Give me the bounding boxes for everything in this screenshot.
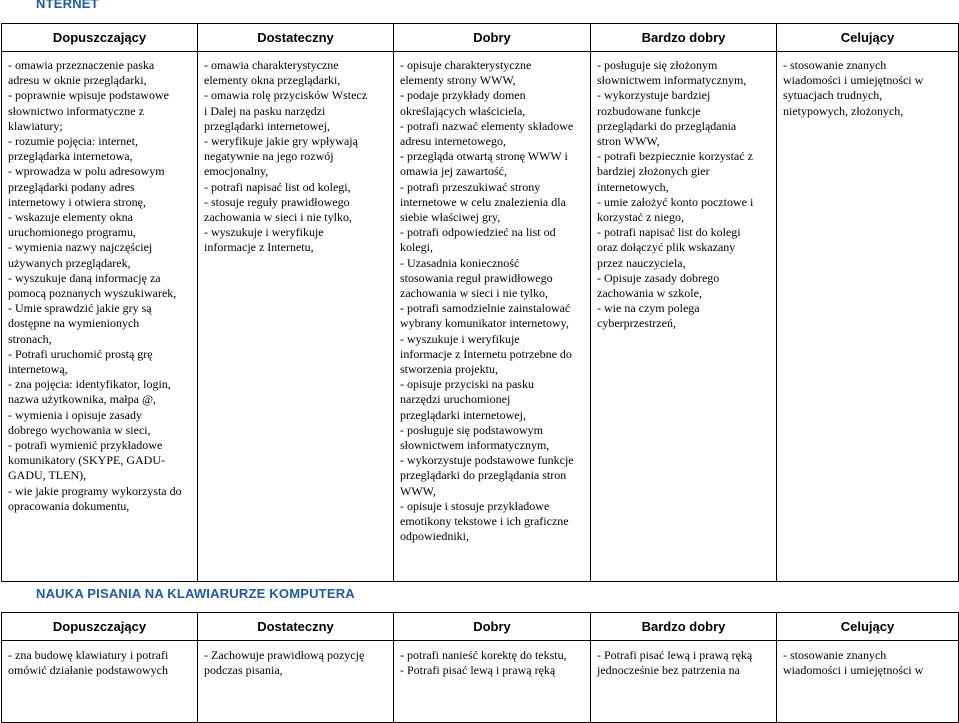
cell-line: stron WWW,	[597, 134, 660, 149]
cell-line: korzystać z niego,	[597, 210, 684, 225]
cell-line: - wykorzystuje podstawowe funkcje	[400, 453, 574, 468]
cell-bardzo-dobry	[591, 52, 777, 582]
header-dostateczny: Dostateczny	[198, 613, 394, 641]
cell-line: stosowania reguł prawidłowego	[400, 270, 553, 285]
header-dopuszczajacy: Dopuszczający	[2, 24, 198, 52]
cell-line: - potrafi przeszukiwać strony	[400, 179, 541, 194]
header-dopuszczajacy: Dopuszczający	[2, 613, 198, 641]
cell-line: - przegląda otwartą stronę WWW i	[400, 149, 568, 164]
cell-line: - wymienia i opisuje zasady	[8, 407, 142, 422]
header-celujacy: Celujący	[777, 613, 959, 641]
cell-line: - Uzasadnia konieczność	[400, 255, 520, 270]
cell-line: - wprowadza w polu adresowym	[8, 164, 165, 179]
cell-line: przeglądarki do przeglądania	[597, 118, 737, 133]
cell-line: - opisuje i stosuje przykładowe	[400, 498, 550, 513]
cell-line: - posługuje się podstawowym	[400, 422, 543, 437]
cell-line: przeglądarki internetowej,	[400, 407, 526, 422]
cell-line: - Zachowuje prawidłową pozycję	[204, 648, 365, 662]
cell-line: informacje z Internetu potrzebne do	[400, 346, 572, 361]
cell-line: cyberprzestrzeń,	[597, 316, 676, 331]
cell-line: - zna budowę klawiatury i potrafi	[8, 648, 169, 662]
cell-line: wybrany komunikator internetowy,	[400, 316, 569, 331]
cell-line: - rozumie pojęcia: internet,	[8, 134, 138, 149]
cell-line: uruchomionego programu,	[8, 225, 136, 240]
cell-line: - stosuje reguły prawidłowego	[204, 194, 350, 209]
cell-line: zachowania w sieci i nie tylko,	[204, 210, 352, 225]
cell-line: - potrafi nanieść korektę do tekstu,	[400, 648, 567, 662]
cell-line: słownictwo informatyczne z	[8, 103, 144, 118]
cell-line: nietypowych, złożonych,	[783, 103, 904, 118]
cell-line: przeglądarki do przeglądania stron	[400, 468, 567, 483]
cell-dostateczny	[198, 641, 394, 723]
cell-line: - potrafi wymienić przykładowe	[8, 438, 163, 453]
cell-line: - weryfikuje jakie gry wpływają	[204, 134, 358, 149]
cell-dobry	[394, 52, 591, 582]
cell-line: określających właściciela,	[400, 103, 526, 118]
cell-line: - potrafi samodzielnie zainstalować	[400, 301, 571, 316]
cell-line: - omawia przeznaczenie paska	[8, 58, 155, 72]
cell-line: WWW,	[400, 483, 436, 498]
cell-line: - potrafi nazwać elementy składowe	[400, 118, 574, 133]
cell-line: - wykorzystuje bardziej	[597, 88, 711, 103]
cell-line: - zna pojęcia: identyfikator, login,	[8, 377, 171, 392]
section-title-typing: NAUKA PISANIA NA KLAWIARURZE KOMPUTERA	[36, 586, 355, 601]
cell-line: przeglądarki internetowej,	[204, 118, 330, 133]
cell-dobry	[394, 641, 591, 723]
cell-line: omawia jej zawartość,	[400, 164, 507, 179]
cell-bardzo-dobry	[591, 641, 777, 723]
cell-line: podczas pisania,	[204, 663, 283, 678]
cell-line: emotikony tekstowe i ich graficzne	[400, 514, 569, 529]
cell-celujacy	[777, 641, 959, 723]
cell-line: odpowiedniki,	[400, 529, 469, 544]
cell-line: omówić działanie podstawowych	[8, 663, 168, 678]
cell-dostateczny	[198, 52, 394, 582]
cell-line: - wyszukuje daną informację za	[8, 270, 161, 285]
cell-line: klawiatury;	[8, 118, 63, 133]
cell-line: stronach,	[8, 331, 52, 346]
cell-line: - wyszukuje i weryfikuje	[400, 331, 520, 346]
cell-line: - potrafi napisać list do kolegi	[597, 225, 741, 240]
cell-line: przeglądarki podany adres	[8, 179, 135, 194]
header-bardzo-dobry: Bardzo dobry	[591, 24, 777, 52]
cell-line: dostępne na wymienionych	[8, 316, 140, 331]
cell-line: adresu w oknie przeglądarki,	[8, 73, 147, 88]
cell-line: wiadomości i umiejętności w	[783, 663, 924, 678]
cell-line: pomocą poznanych wyszukiwarek,	[8, 286, 177, 301]
cell-line: - wymienia nazwy najczęściej	[8, 240, 153, 255]
cell-line: - wskazuje elementy okna	[8, 210, 133, 225]
table-row	[2, 641, 959, 723]
cell-line: siebie właściwej gry,	[400, 210, 501, 225]
cell-line: kolegi,	[400, 240, 433, 255]
cell-line: - omawia charakterystyczne	[204, 58, 339, 72]
cell-line: elementy okna przeglądarki,	[204, 73, 341, 88]
header-celujacy: Celujący	[777, 24, 959, 52]
cell-line: rozbudowane funkcje	[597, 103, 701, 118]
cell-line: wiadomości i umiejętności w	[783, 73, 924, 88]
cell-line: bardziej złożonych gier	[597, 164, 710, 179]
cell-line: informacje z Internetu,	[204, 240, 314, 255]
cell-line: - stosowanie znanych	[783, 58, 887, 72]
cell-line: słownictwem informatycznym,	[400, 438, 550, 453]
cell-line: internetowych,	[597, 179, 669, 194]
cell-line: przeglądarka internetowa,	[8, 149, 133, 164]
cell-line: używanych przeglądarek,	[8, 255, 131, 270]
cell-line: - Opisuje zasady dobrego	[597, 270, 720, 285]
cell-line: słownictwem informatycznym,	[597, 73, 747, 88]
grading-table-internet	[1, 23, 959, 582]
cell-line: negatywnie na jego rozwój	[204, 149, 334, 164]
grading-table-typing	[1, 612, 959, 723]
cell-line: komunikatory (SKYPE, GADU-	[8, 453, 165, 468]
cell-dopuszczajacy	[2, 52, 198, 582]
cell-line: adresu internetowego,	[400, 134, 506, 149]
cell-line: - opisuje przyciski na pasku	[400, 377, 534, 392]
cell-line: jednocześnie bez patrzenia na	[597, 663, 740, 678]
cell-line: - potrafi bezpiecznie korzystać z	[597, 149, 753, 164]
cell-line: narzędzi uruchomionej	[400, 392, 511, 407]
cell-line: dobrego wychowania w sieci,	[8, 422, 151, 437]
header-bardzo-dobry: Bardzo dobry	[591, 613, 777, 641]
cell-line: internetowy i otwiera stronę,	[8, 194, 146, 209]
cell-line: - posługuje się złożonym	[597, 58, 718, 72]
cell-line: - stosowanie znanych	[783, 648, 887, 662]
section-title-internet: NTERNET	[36, 0, 99, 11]
cell-line: zachowania w szkole,	[597, 286, 702, 301]
cell-line: - podaje przykłady domen	[400, 88, 526, 103]
cell-line: - umie założyć konto pocztowe i	[597, 194, 754, 209]
cell-line: - potrafi napisać list od kolegi,	[204, 179, 351, 194]
cell-line: - wie na czym polega	[597, 301, 700, 316]
cell-line: przez nauczyciela,	[597, 255, 686, 270]
header-dobry: Dobry	[394, 24, 591, 52]
cell-line: nazwa użytkownika, małpa @,	[8, 392, 157, 407]
cell-line: zachowania w sieci i nie tylko,	[400, 286, 548, 301]
header-row	[2, 24, 959, 52]
cell-line: - wie jakie programy wykorzysta do	[8, 483, 182, 498]
cell-line: - Potrafi pisać lewą i prawą ręką	[597, 648, 753, 662]
header-dobry: Dobry	[394, 613, 591, 641]
cell-line: internetową,	[8, 362, 68, 377]
cell-line: - Umie sprawdzić jakie gry są	[8, 301, 152, 316]
cell-line: - wyszukuje i weryfikuje	[204, 225, 324, 240]
cell-line: emocjonalny,	[204, 164, 269, 179]
cell-line: oraz dołączyć plik wskazany	[597, 240, 736, 255]
cell-line: opracowania dokumentu,	[8, 498, 130, 513]
cell-line: - opisuje charakterystyczne	[400, 58, 532, 72]
cell-line: - potrafi odpowiedzieć na list od	[400, 225, 556, 240]
cell-line: - Potrafi uruchomić prostą grę	[8, 346, 153, 361]
cell-line: sytuacjach trudnych,	[783, 88, 883, 103]
cell-line: internetowe w celu znalezienia dla	[400, 194, 566, 209]
header-dostateczny: Dostateczny	[198, 24, 394, 52]
cell-line: - poprawnie wpisuje podstawowe	[8, 88, 169, 103]
cell-line: elementy strony WWW,	[400, 73, 516, 88]
cell-line: - omawia rolę przycisków Wstecz	[204, 88, 368, 103]
cell-line: - Potrafi pisać lewą i prawą ręką	[400, 663, 556, 678]
cell-dopuszczajacy	[2, 641, 198, 723]
cell-line: stworzenia projektu,	[400, 362, 498, 377]
table-row	[2, 52, 959, 582]
cell-celujacy	[777, 52, 959, 582]
cell-line: GADU, TLEN),	[8, 468, 87, 483]
header-row	[2, 613, 959, 641]
cell-line: i Dalej na pasku narzędzi	[204, 103, 326, 118]
